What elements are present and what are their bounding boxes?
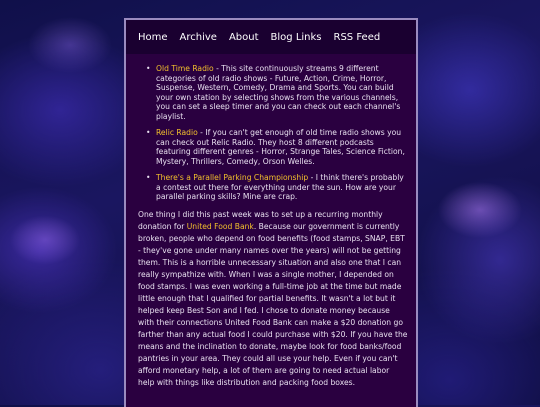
bullet-icon: • — [146, 64, 151, 73]
link-list — [126, 64, 416, 202]
post-paragraph — [138, 209, 408, 389]
list-item-text: - If you can't get enough of old time radio shows you can check out Relic Radio. They host 8 different podcasts featuring different genres - Horror, Strange Tales, Science Fiction, Mystery, Thrillers, Comedy, Orson Welles. — [156, 128, 405, 166]
nav-archive[interactable]: Archive — [179, 31, 217, 43]
nav-blog-links[interactable]: Blog Links — [270, 31, 322, 43]
nav-about[interactable]: About — [228, 31, 259, 43]
list-item-text: - This site continuously streams 9 different categories of old radio shows - Future, Action, Crime, Horror, Suspense, Western, Comedy, Drama and Sports. You can build your own station by selecting shows from the various channels, you can set a sleep timer and you can check out each channel's playlist. — [156, 64, 401, 121]
bullet-icon: • — [146, 173, 151, 182]
link-united-food-bank[interactable]: United Food Bank — [186, 221, 254, 231]
top-nav — [126, 20, 416, 54]
post-text-after: . Because our government is currently broken, people who depend on food benefits (food stamps, SNAP, EBT - they've gone under many names over the years) will not be getting them. This is a horrible unnecessary situation and also one that I can really sympathize with. When I was a single mother, I depended on food stamps. I was even working a full-time job at the time but made little enough that I qualified for partial benefits. It wasn't a lot but it helped keep Best Son and I fed. I chose to donate money because with their connections United Food Bank can make a $20 donation go farther than any actual food I could purchase with $20. If you have the means and the inclination to donate, maybe look for food banks/food pantries in your area. They could all use your help. Even if you can't afford monetary help, a lot of them are going to need actual labor help with things like distribution and packing food boxes. — [138, 221, 408, 387]
link-parallel-parking[interactable]: There's a Parallel Parking Championship — [156, 173, 309, 182]
nav-home[interactable]: Home — [138, 31, 168, 43]
post-text-before: One thing I did this past week was to set up a recurring monthly donation for — [138, 209, 383, 231]
list-item — [146, 64, 406, 121]
list-item — [146, 128, 406, 166]
content-panel — [124, 18, 418, 407]
link-relic-radio[interactable]: Relic Radio — [156, 128, 198, 137]
link-old-time-radio[interactable]: Old Time Radio — [156, 64, 214, 73]
list-item — [146, 173, 406, 202]
bullet-icon: • — [146, 128, 151, 137]
list-item-text: - I think there's probably a contest out there for everything under the sun. How are your parallel parking skills? Mine are crap. — [156, 173, 404, 201]
nav-rss-feed[interactable]: RSS Feed — [333, 31, 381, 43]
